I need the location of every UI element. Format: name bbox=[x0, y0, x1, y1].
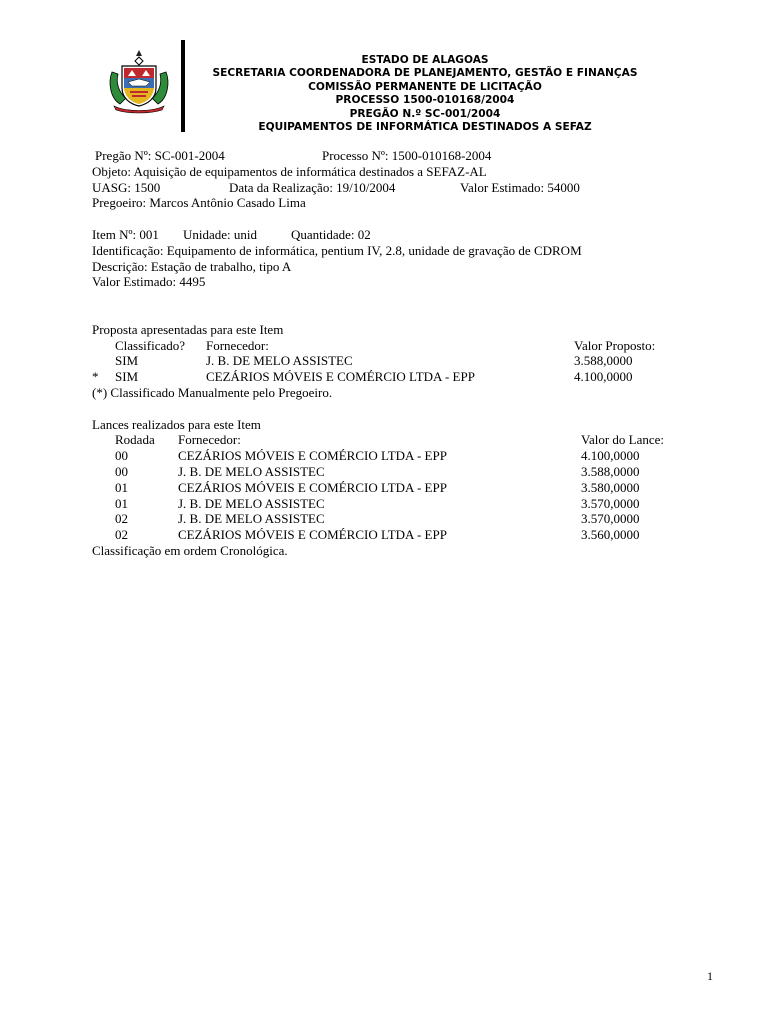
table-row bbox=[92, 511, 712, 527]
bid-value: 3.588,0000 bbox=[581, 463, 640, 479]
bid-value: 3.570,0000 bbox=[581, 495, 640, 511]
proposal-supplier: J. B. DE MELO ASSISTEC bbox=[206, 353, 353, 369]
proposals-note bbox=[92, 385, 712, 401]
proposals-header-value: Valor Proposto: bbox=[574, 337, 656, 353]
table-row bbox=[92, 353, 712, 369]
bid-value: 4.100,0000 bbox=[581, 448, 640, 464]
bids-title bbox=[92, 417, 712, 433]
bid-round: 02 bbox=[115, 511, 128, 527]
header-divider bbox=[181, 40, 185, 132]
header-subject: EQUIPAMENTOS DE INFORMÁTICA DESTINADOS A SEFAZ bbox=[258, 121, 592, 134]
header-process: PROCESSO 1500-010168/2004 bbox=[335, 94, 515, 107]
item-row-4 bbox=[92, 274, 712, 290]
bid-round: 00 bbox=[115, 448, 128, 464]
pregao-number: Pregão Nº: SC-001-2004 bbox=[95, 148, 225, 163]
header-pregao: PREGÃO N.º SC-001/2004 bbox=[349, 107, 501, 120]
proposal-classified: SIM bbox=[115, 353, 139, 369]
table-row bbox=[92, 369, 712, 385]
auctioneer-text: Pregoeiro: Marcos Antônio Casado Lima bbox=[92, 195, 306, 211]
alagoas-coat-of-arms-icon bbox=[106, 48, 172, 114]
bid-supplier: J. B. DE MELO ASSISTEC bbox=[178, 511, 325, 527]
item-row-2 bbox=[92, 243, 712, 259]
header-commission: COMISSÃO PERMANENTE DE LICITAÇÃO bbox=[308, 80, 542, 93]
summary-row-2 bbox=[92, 164, 712, 180]
bids-header-row bbox=[92, 432, 712, 448]
uasg-text: UASG: 1500 bbox=[92, 179, 161, 195]
bids-note bbox=[92, 543, 712, 559]
item-number: Item Nº: 001 bbox=[92, 226, 159, 242]
bid-supplier: CEZÁRIOS MÓVEIS E COMÉRCIO LTDA - EPP bbox=[178, 527, 447, 543]
bid-round: 02 bbox=[115, 527, 128, 543]
bid-supplier: J. B. DE MELO ASSISTEC bbox=[178, 495, 325, 511]
estimated-value: Valor Estimado: 54000 bbox=[460, 179, 580, 195]
bid-round: 01 bbox=[115, 479, 128, 495]
realization-date: Data da Realização: 19/10/2004 bbox=[229, 179, 396, 195]
item-quantity: Quantidade: 02 bbox=[291, 226, 371, 242]
bid-round: 00 bbox=[115, 463, 128, 479]
bid-round: 01 bbox=[115, 495, 128, 511]
proposals-header-classified: Classificado? bbox=[115, 337, 186, 353]
table-row bbox=[92, 448, 712, 464]
proposal-mark: * bbox=[92, 369, 99, 385]
item-unit: Unidade: unid bbox=[183, 226, 258, 242]
document-body bbox=[92, 148, 712, 559]
proposals-header-row bbox=[92, 338, 712, 354]
proposal-classified: SIM bbox=[115, 369, 139, 385]
bid-value: 3.560,0000 bbox=[581, 527, 640, 543]
bids-header-round: Rodada bbox=[115, 432, 155, 448]
bid-value: 3.570,0000 bbox=[581, 511, 640, 527]
item-row-1 bbox=[92, 227, 712, 243]
process-number: Processo Nº: 1500-010168-2004 bbox=[322, 148, 492, 163]
item-identification: Identificação: Equipamento de informática, pentium IV, 2.8, unidade de gravação de CDROM bbox=[92, 242, 582, 258]
item-estimated-value: Valor Estimado: 4495 bbox=[92, 274, 206, 290]
header-secretariat: SECRETARIA COORDENADORA DE PLANEJAMENTO, GESTÃO E FINANÇAS bbox=[212, 67, 638, 80]
bids-note-text: Classificação em ordem Cronológica. bbox=[92, 542, 288, 558]
table-row bbox=[92, 527, 712, 543]
bids-header-value: Valor do Lance: bbox=[581, 432, 665, 448]
summary-row-1 bbox=[92, 148, 712, 164]
bid-supplier: CEZÁRIOS MÓVEIS E COMÉRCIO LTDA - EPP bbox=[178, 479, 447, 495]
proposal-value: 4.100,0000 bbox=[574, 369, 633, 385]
bids-header-supplier: Fornecedor: bbox=[178, 432, 241, 448]
bids-title-text: Lances realizados para este Item bbox=[92, 416, 261, 432]
table-row bbox=[92, 464, 712, 480]
proposals-title bbox=[92, 322, 712, 338]
table-row bbox=[92, 496, 712, 512]
item-description: Descrição: Estação de trabalho, tipo A bbox=[92, 258, 292, 274]
document-header bbox=[190, 54, 660, 134]
proposals-note-text: (*) Classificado Manualmente pelo Pregoeiro. bbox=[92, 384, 333, 400]
header-state: ESTADO DE ALAGOAS bbox=[361, 54, 489, 66]
summary-row-4 bbox=[92, 195, 712, 211]
object-text: Objeto: Aquisição de equipamentos de informática destinados a SEFAZ-AL bbox=[92, 163, 487, 179]
item-row-3 bbox=[92, 259, 712, 275]
proposal-value: 3.588,0000 bbox=[574, 353, 633, 369]
proposal-supplier: CEZÁRIOS MÓVEIS E COMÉRCIO LTDA - EPP bbox=[206, 369, 475, 385]
summary-row-3 bbox=[92, 180, 712, 196]
bid-value: 3.580,0000 bbox=[581, 479, 640, 495]
page-number: 1 bbox=[707, 969, 713, 983]
table-row bbox=[92, 480, 712, 496]
bid-supplier: J. B. DE MELO ASSISTEC bbox=[178, 463, 325, 479]
bid-supplier: CEZÁRIOS MÓVEIS E COMÉRCIO LTDA - EPP bbox=[178, 448, 447, 464]
proposals-title-text: Proposta apresentadas para este Item bbox=[92, 321, 284, 337]
proposals-header-supplier: Fornecedor: bbox=[206, 337, 269, 353]
